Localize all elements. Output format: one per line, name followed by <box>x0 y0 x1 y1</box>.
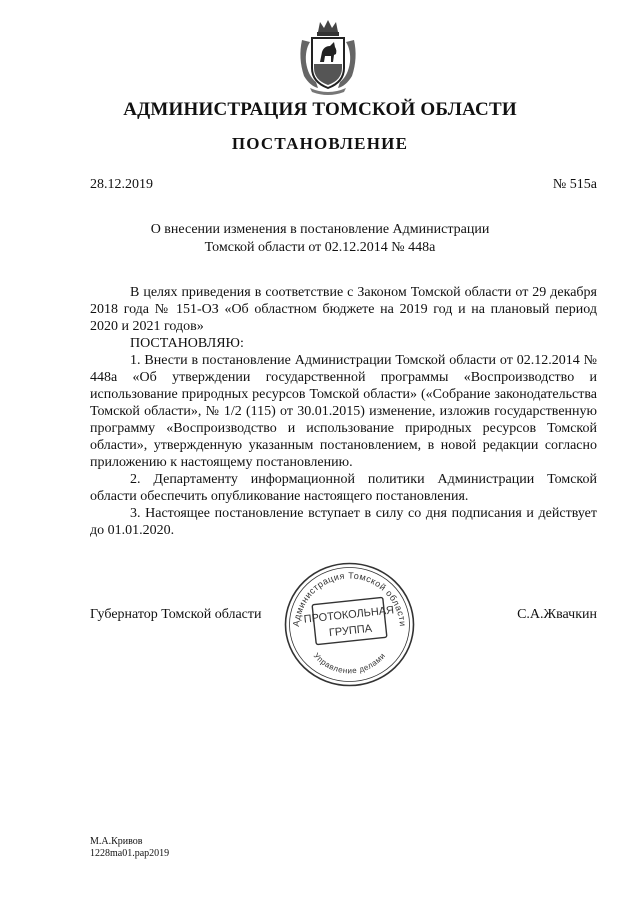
decree-word: ПОСТАНОВЛЯЮ: <box>130 336 244 351</box>
document-subject <box>0 221 640 257</box>
document-type-title: ПОСТАНОВЛЕНИЕ <box>231 134 409 153</box>
stamp-ring-bottom-text: Управление делами <box>311 651 388 676</box>
coat-of-arms-icon <box>296 18 360 98</box>
svg-text:Управление делами <box>312 651 388 675</box>
signatory-position: Губернатор Томской области <box>90 607 262 622</box>
item-2-paragraph: 2. Департаменту информационной политики Администрации Томской области обеспечить опубликование настоящего постановления. <box>90 472 597 504</box>
stamp-ring-top-text: Администрация Томской области <box>290 570 408 628</box>
preamble-paragraph: В целях приведения в соответствие с Законом Томской области от 29 декабря 2018 года № 151-ОЗ «Об областном бюджете на 2019 год и на плановый период 2020 и 2021 годов» <box>90 285 597 334</box>
signatory-name: С.А.Жвачкин <box>517 607 597 622</box>
footer-file: 1228ma01.pap2019 <box>90 848 170 859</box>
organization-title: АДМИНИСТРАЦИЯ ТОМСКОЙ ОБЛАСТИ <box>123 99 517 120</box>
official-stamp <box>281 559 418 690</box>
item-3-paragraph: 3. Настоящее постановление вступает в силу со дня подписания и действует до 01.01.2020. <box>90 506 597 538</box>
stamp-center-line-1: ПРОТОКОЛЬНАЯ <box>303 604 395 626</box>
stamp-center-line-2: ГРУППА <box>328 622 373 640</box>
item-1-paragraph: 1. Внести в постановление Администрации Томской области от 02.12.2014 № 448а «Об утверждении государственной программы «Воспроизводство и использование природных ресурсов Томской области» («Собрание законодательства Томской области», № 1/2 (115) от 30.01.2015) изменение, изложив государственную программу «Воспроизводство и использование природных ресурсов Томской области», утвержденную указанным постановлением, в новой редакции согласно приложению к настоящему постановлению. <box>90 353 597 470</box>
document-body <box>90 284 597 539</box>
footer <box>90 836 169 860</box>
subject-line-1: О внесении изменения в постановление Администрации <box>150 222 490 237</box>
subject-line-2: Томской области от 02.12.2014 № 448а <box>204 240 436 255</box>
document-date: 28.12.2019 <box>90 177 153 192</box>
footer-author: М.А.Кривов <box>90 836 143 847</box>
document-number: № 515а <box>552 177 597 192</box>
